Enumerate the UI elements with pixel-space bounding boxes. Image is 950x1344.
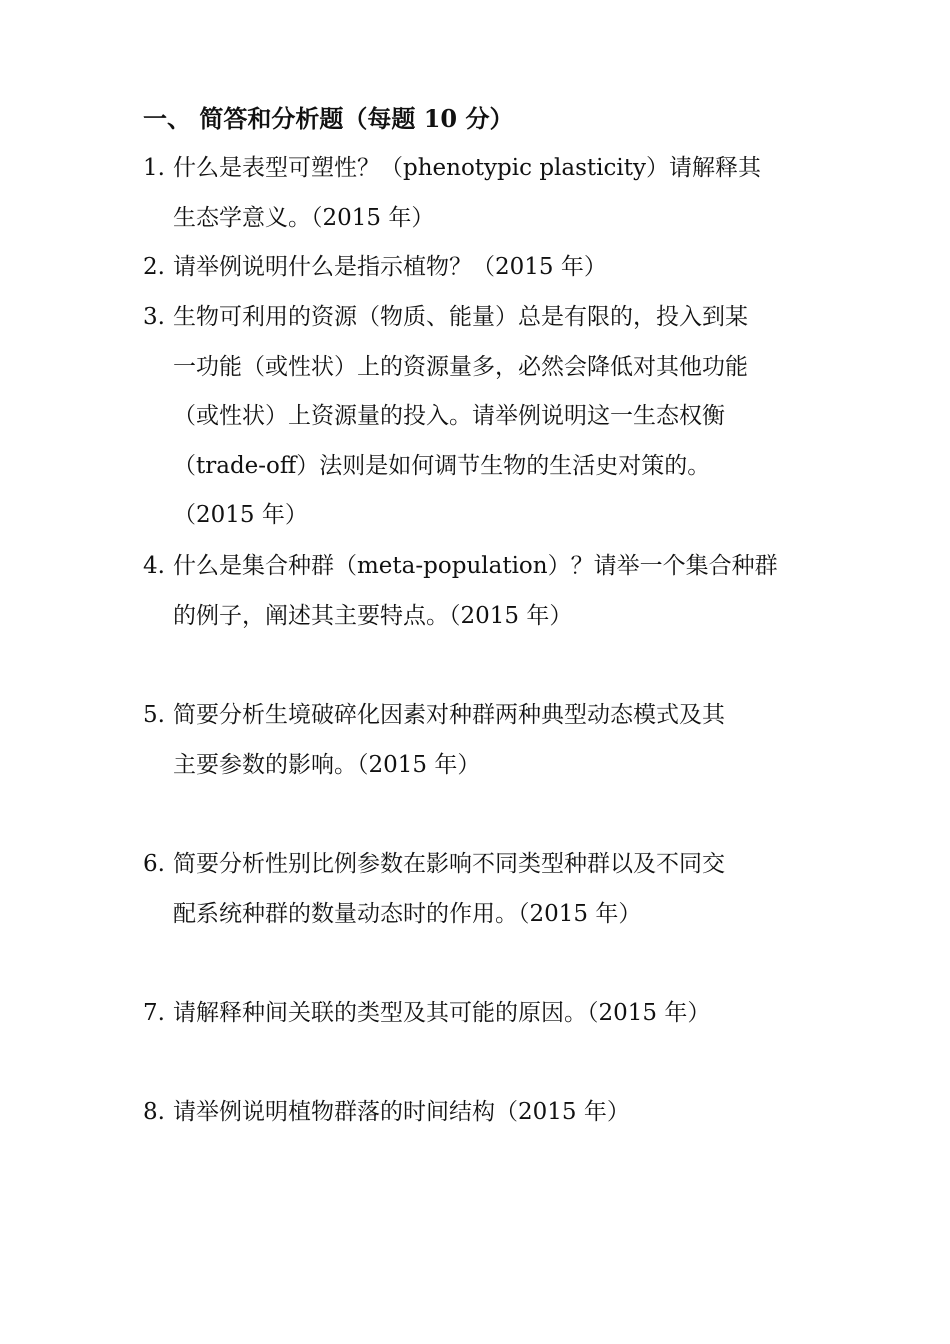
question-number: 3. [143, 304, 165, 330]
question-line: 一功能（或性状）上的资源量多，必然会降低对其他功能 [173, 353, 748, 380]
question-3 [143, 293, 823, 541]
question-5 [143, 691, 823, 790]
question-text: 生物可利用的资源（物质、能量）总是有限的，投入到某 [173, 304, 748, 330]
question-number: 2. [143, 254, 165, 280]
question-text: 简要分析性别比例参数在影响不同类型种群以及不同交 [173, 851, 725, 877]
question-line [143, 989, 823, 1039]
question-line [143, 293, 823, 343]
question-line [143, 691, 823, 741]
question-text: 请解释种间关联的类型及其可能的原因。（2015 年） [173, 1000, 711, 1026]
question-text: 请举例说明什么是指示植物？（2015 年） [173, 254, 607, 280]
question-8 [143, 1088, 823, 1138]
question-line [143, 542, 823, 592]
question-line: 生态学意义。（2015 年） [173, 204, 435, 231]
question-number: 8. [143, 1099, 165, 1125]
section-heading: 一、 简答和分析题（每题 10 分） [143, 104, 514, 133]
question-text: 什么是表型可塑性？（phenotypic plasticity）请解释其 [173, 155, 761, 181]
question-number: 7. [143, 1000, 165, 1026]
question-line: （2015 年） [173, 502, 308, 528]
question-text: 请举例说明植物群落的时间结构（2015 年） [173, 1099, 630, 1125]
question-line: （trade-off）法则是如何调节生物的生活史对策的。 [173, 452, 711, 479]
question-line: 主要参数的影响。（2015 年） [173, 751, 481, 778]
question-1 [143, 144, 823, 243]
question-number: 6. [143, 851, 165, 877]
question-line: 的例子，阐述其主要特点。（2015 年） [173, 602, 573, 629]
question-line [143, 1088, 823, 1138]
question-line [143, 840, 823, 890]
question-line: 配系统种群的数量动态时的作用。（2015 年） [173, 900, 642, 927]
question-7 [143, 989, 823, 1039]
question-line: （或性状）上资源量的投入。请举例说明这一生态权衡 [173, 403, 725, 429]
question-6 [143, 840, 823, 939]
question-number: 5. [143, 702, 165, 728]
question-line [143, 144, 823, 194]
question-text: 什么是集合种群（meta-population）？请举一个集合种群 [173, 553, 778, 579]
question-line [143, 243, 823, 293]
question-number: 1. [143, 155, 165, 181]
question-text: 简要分析生境破碎化因素对种群两种典型动态模式及其 [173, 702, 725, 728]
question-2 [143, 243, 823, 293]
question-number: 4. [143, 553, 165, 579]
question-4 [143, 542, 823, 641]
